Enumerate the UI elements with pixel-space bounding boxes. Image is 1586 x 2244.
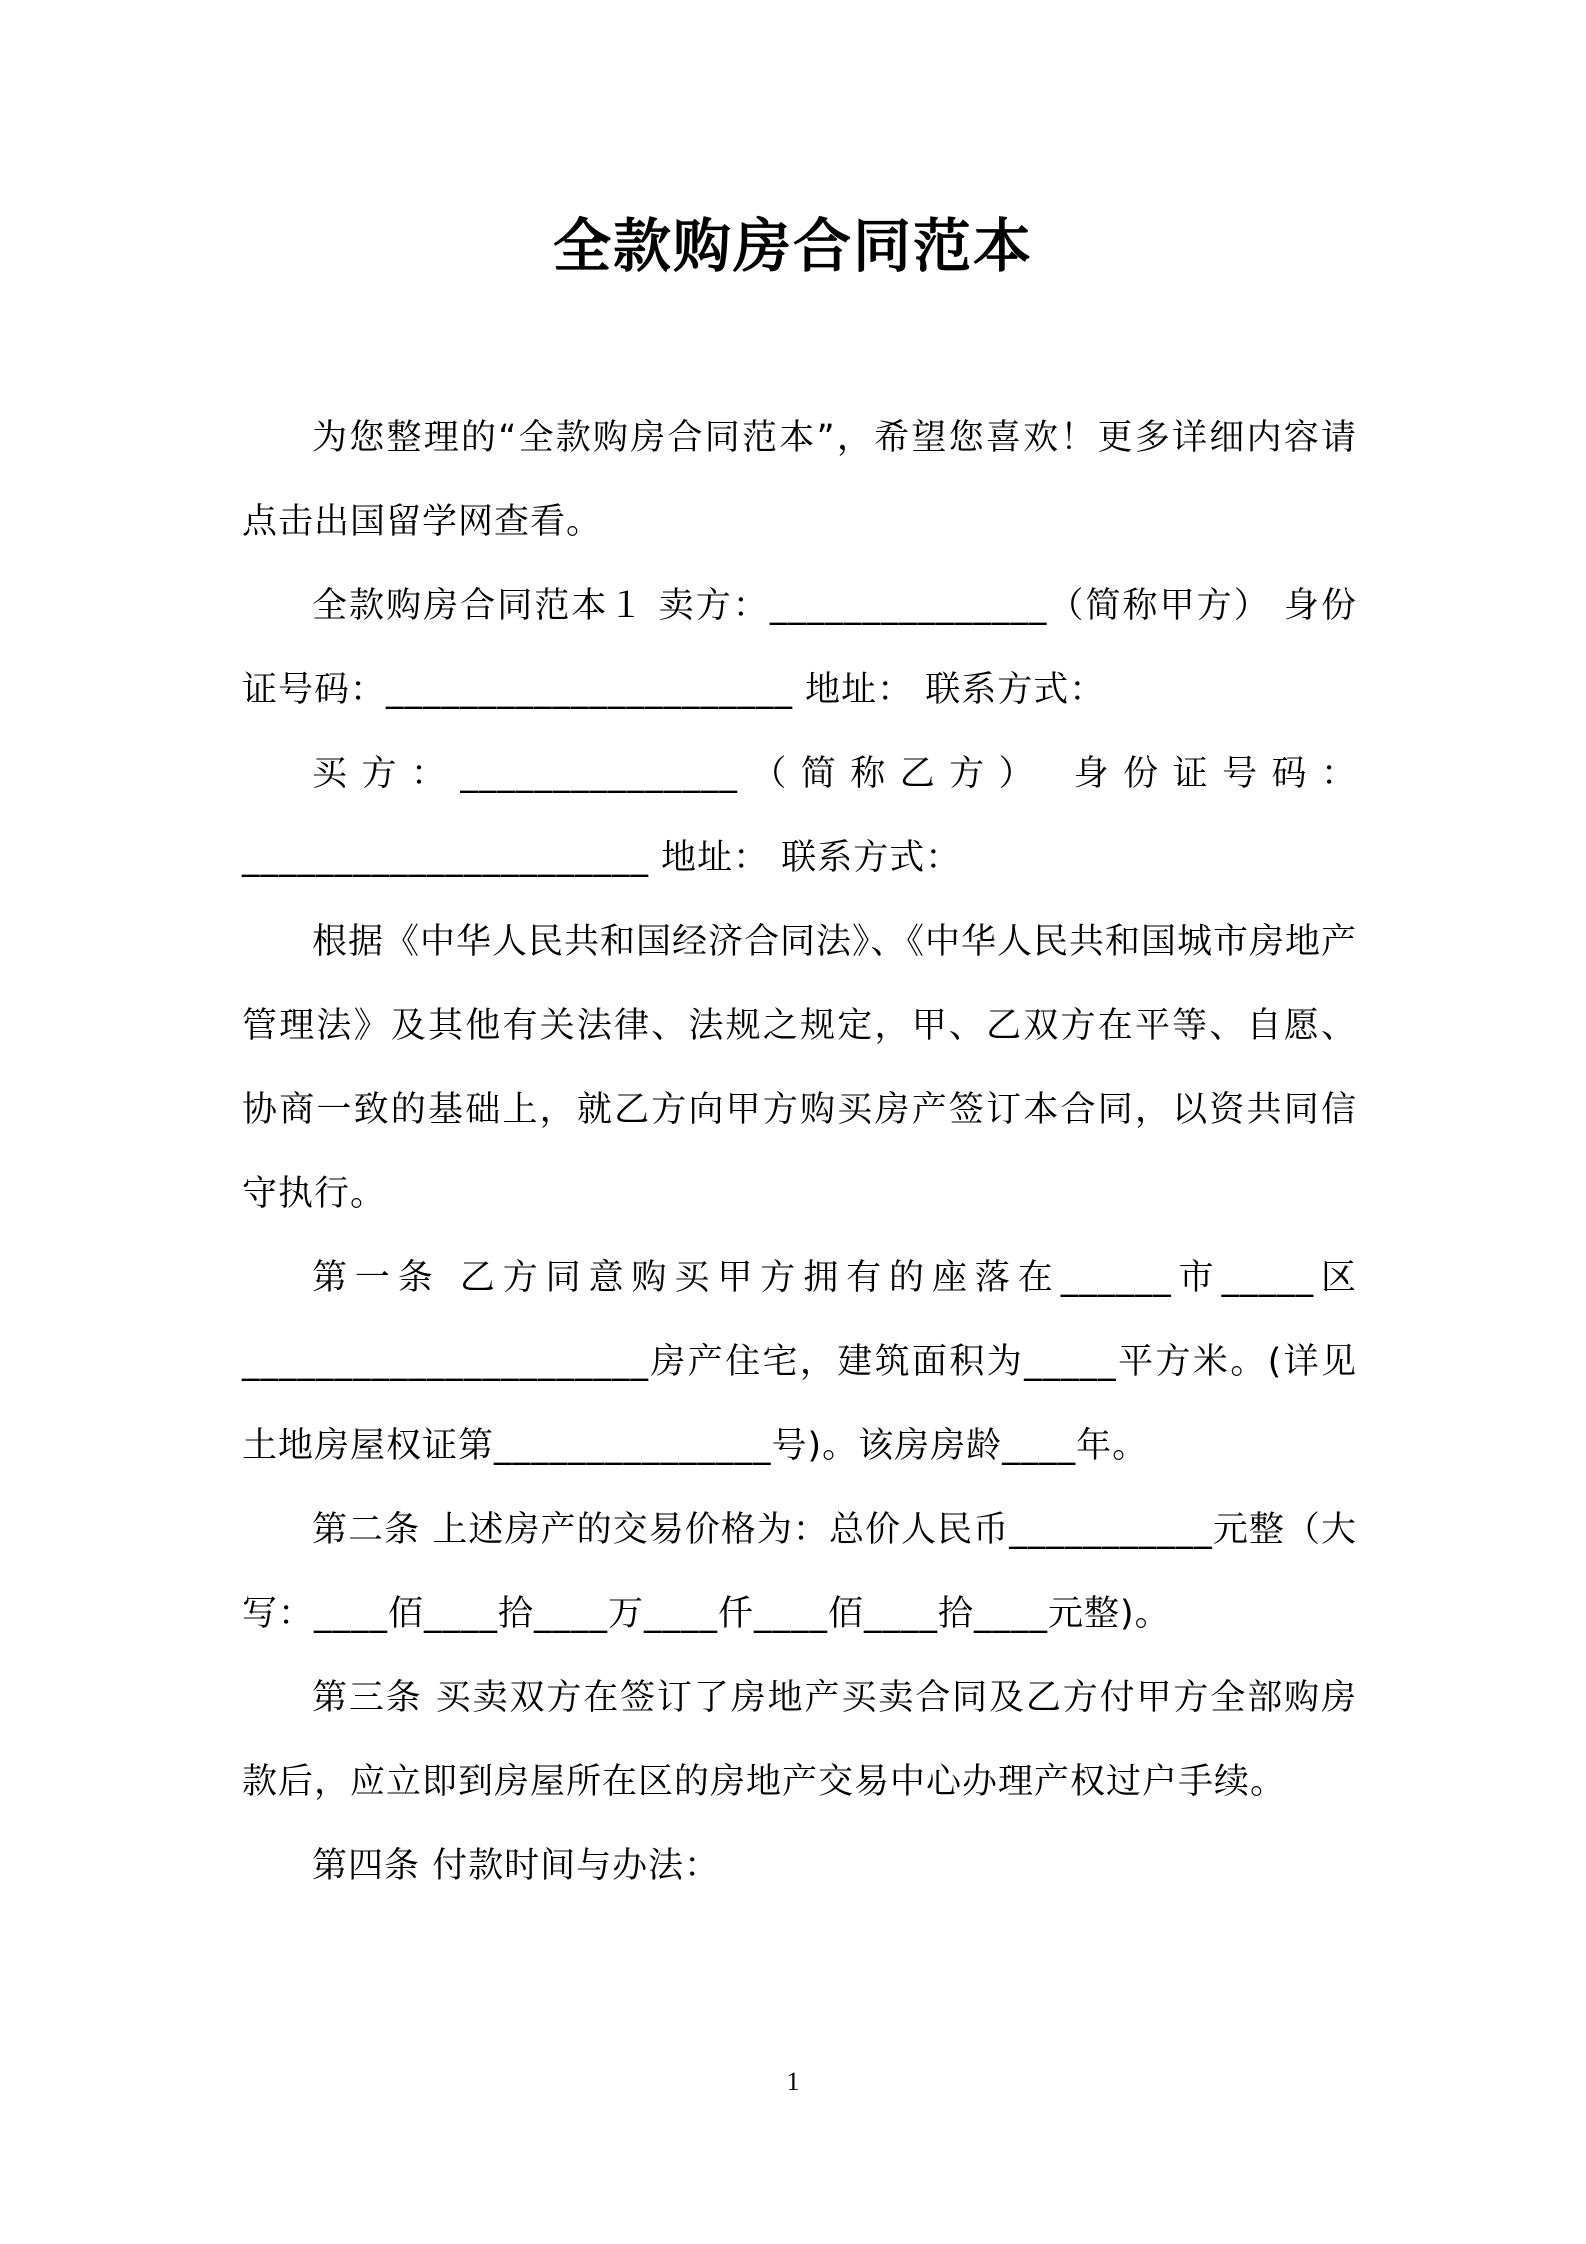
seller-info-paragraph: 全款购房合同范本１ 卖方：_______________（简称甲方） 身份证号码：______________________ 地址： 联系方式： (242, 586, 1357, 710)
page-number: 1 (786, 2067, 800, 2096)
buyer-info-paragraph: 买方：_______________（简称乙方） 身份证号码：______________________ 地址： 联系方式： (242, 754, 1357, 878)
article-three-paragraph: 第三条 买卖双方在签订了房地产买卖合同及乙方付甲方全部购房款后，应立即到房屋所在区的房地产交易中心办理产权过户手续。 (242, 1678, 1357, 1802)
article-two-paragraph: 第二条 上述房产的交易价格为：总价人民币___________元整（大写：____佰____拾____万____仟____佰____拾____元整)。 (242, 1510, 1357, 1634)
document-title: 全款购房合同范本 (552, 212, 1033, 280)
intro-paragraph: 为您整理的“全款购房合同范本”，希望您喜欢！更多详细内容请点击出国留学网查看。 (242, 418, 1357, 542)
legal-basis-paragraph: 根据《中华人民共和国经济合同法》、《中华人民共和国城市房地产管理法》及其他有关法律、法规之规定，甲、乙双方在平等、自愿、协商一致的基础上，就乙方向甲方购买房产签订本合同，以资共同信守执行。 (242, 922, 1358, 1214)
article-one-paragraph: 第一条 乙方同意购买甲方拥有的座落在______市_____区______________________房产住宅，建筑面积为_____平方米。(详见土地房屋权证第_______________号)。该房房龄____年。 (242, 1258, 1357, 1466)
article-four-paragraph: 第四条 付款时间与办法： (312, 1846, 721, 1886)
document-body (242, 396, 1357, 1908)
